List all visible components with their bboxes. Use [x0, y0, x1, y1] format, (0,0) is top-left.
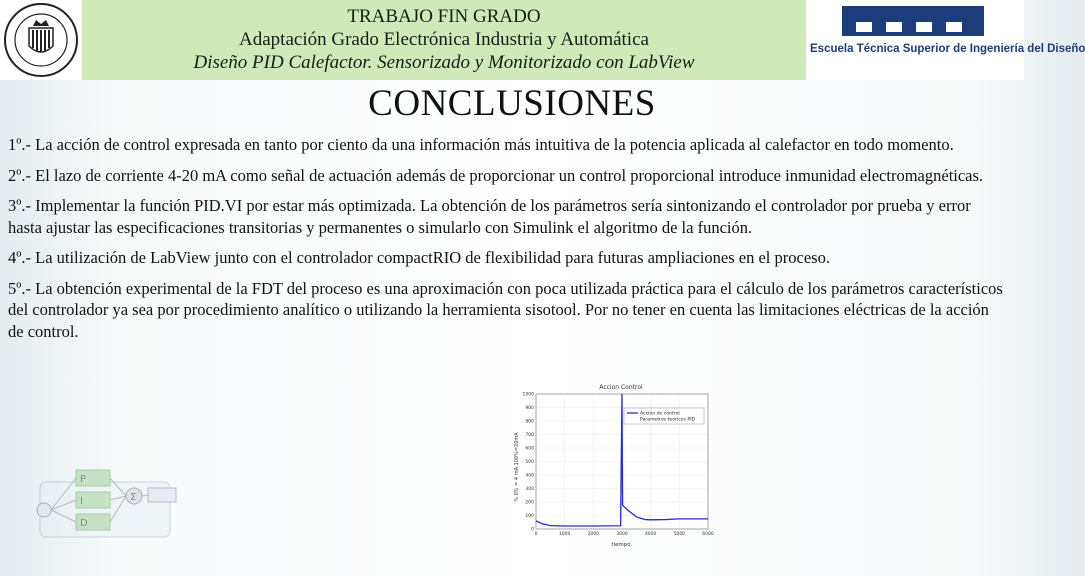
y-tick-label: 700 [525, 433, 534, 438]
conclusion-4: 4º.- La utilización de LabView junto con el controlador compactRIO de flexibilidad para futuras ampliaciones en el proceso. [8, 248, 830, 267]
y-tick-label: 0 [531, 527, 534, 533]
accion-control-chart [506, 382, 728, 550]
chart-ylabel: % 0% = 4 mA 100%=20mA [514, 432, 520, 502]
y-tick-label: 100 [525, 514, 534, 519]
x-tick-label: 3000 [616, 532, 628, 537]
d-label: D [80, 518, 88, 529]
x-tick-label: 2000 [587, 532, 600, 537]
conclusion-1: 1º.- La acción de control expresada en tanto por ciento da una información más intuitiva de la potencia aplicada al calefactor en todo momento. [8, 135, 954, 154]
conclusion-2: 2º.- El lazo de corriente 4-20 mA como señal de actuación además de proporcionar un control proporcional introduce inmunidad electromagnéticas. [8, 165, 984, 185]
input-node-icon [37, 503, 51, 517]
p-label: P [80, 474, 87, 485]
slide-title: CONCLUSIONES [368, 83, 656, 124]
sum-label: Σ [130, 492, 137, 503]
y-tick-label: 800 [525, 419, 534, 425]
y-tick-label: 500 [525, 460, 534, 465]
x-tick-label: 4000 [644, 532, 657, 537]
y-tick-label: 200 [525, 500, 534, 506]
y-tick-label: 300 [525, 487, 534, 492]
legend-label: Parametros teoricos PID [640, 417, 696, 423]
legend-label: Acción de control [640, 411, 680, 417]
etsid-name: Escuela Técnica Superior de Ingeniería del Diseño [810, 43, 1085, 55]
pid-block-diagram-icon [30, 462, 180, 542]
etsid-building-icon [806, 0, 1085, 80]
y-tick-label: 900 [525, 406, 534, 411]
x-tick-label: 6000 [702, 532, 714, 537]
y-tick-label: 600 [525, 446, 534, 452]
header-bar [0, 0, 1085, 80]
upv-crest-icon [0, 0, 82, 80]
x-tick-label: 0 [534, 532, 538, 537]
x-tick-label: 5000 [673, 532, 686, 537]
y-tick-label: 1000 [522, 392, 534, 398]
header-line-2: Adaptación Grado Electrónica Industria y Automática [239, 29, 649, 50]
conclusion-5: 5º.- La obtención experimental de la FDT del proceso es una aproximación con poca utilizada práctica para el cálculo de los parámetros característicos del controlador ya sea por procedimiento analítico o utilizando la herramienta sisotool. Por no tener en cuenta las limitaciones eléctricas de la acción de control. [8, 278, 1003, 341]
etsid-logo [806, 0, 1085, 80]
chart-title: Accion Control [599, 384, 643, 391]
x-tick-label: 1000 [558, 532, 571, 537]
upv-logo [0, 0, 82, 80]
y-tick-label: 400 [525, 473, 534, 479]
conclusion-3: 3º.- Implementar la función PID.VI por estar más optimizada. La obtención de los parámetros sería sintonizando el controlador por prueba y error hasta ajustar las especificaciones transitorias y permanentes o simularlo con Simulink el algoritmo de la función. [8, 196, 971, 237]
chart-xlabel: tiempo [611, 542, 631, 548]
i-label: I [80, 496, 83, 507]
conclusions-list [8, 134, 1008, 351]
header-line-1: TRABAJO FIN GRADO [347, 6, 541, 27]
header-line-3: Diseño PID Calefactor. Sensorizado y Monitorizado con LabView [193, 52, 695, 73]
